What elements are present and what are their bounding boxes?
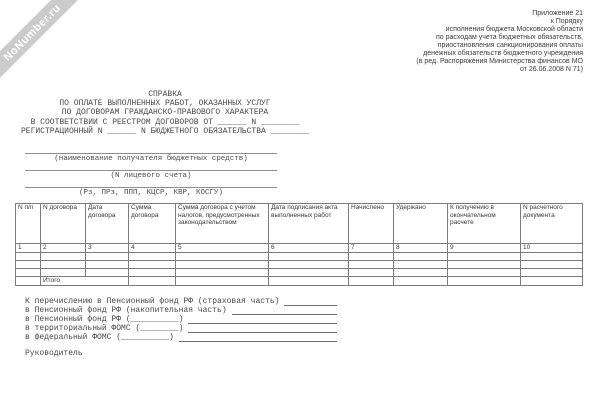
fill-in-line xyxy=(232,306,337,315)
table-column-number-cell: 1 xyxy=(16,244,41,253)
table-empty-cell xyxy=(521,261,583,269)
table-header-cell: Дата договора xyxy=(86,204,129,244)
transfer-row xyxy=(25,297,337,306)
table-empty-cell xyxy=(16,261,41,269)
appendix-line: от 26.06.2008 N 71) xyxy=(520,66,583,73)
table-empty-cell xyxy=(16,253,41,261)
recipient-field xyxy=(25,187,277,197)
appendix-line: приостановления санкционирования оплаты xyxy=(437,42,583,49)
table-header-cell: N договора xyxy=(41,204,86,244)
appendix-line: по расходам учета бюджетных обязательств, xyxy=(435,34,583,41)
field-caption: (наименование получателя бюджетных средств) xyxy=(54,155,248,163)
appendix-line: денежных обязательств бюджетного учреждения xyxy=(423,50,583,57)
appendix-line: (в ред. Распоряжения Министерства финансов МО xyxy=(416,58,583,65)
table-empty-cell xyxy=(86,253,129,261)
table-column-number-cell: 2 xyxy=(41,244,86,253)
table-empty-cell xyxy=(86,261,129,269)
transfer-row xyxy=(25,306,337,315)
appendix-line: исполнения бюджета Московской области xyxy=(445,26,583,33)
table-empty-cell xyxy=(448,269,521,277)
table-column-number-cell: 8 xyxy=(394,244,448,253)
table-total-cell xyxy=(349,277,394,286)
table-empty-cell xyxy=(349,253,394,261)
table-empty-cell xyxy=(41,269,86,277)
table-empty-cell xyxy=(129,261,176,269)
table-total-cell xyxy=(394,277,448,286)
table-column-number-cell: 3 xyxy=(86,244,129,253)
table-column-number-cell: 4 xyxy=(129,244,176,253)
fill-in-line xyxy=(284,297,337,306)
signature-label: Руководитель xyxy=(25,349,83,358)
transfer-label: в территориальный ФОМС (________) xyxy=(25,324,184,333)
table-empty-cell xyxy=(176,261,269,269)
table-total-row xyxy=(16,277,583,286)
fill-in-line xyxy=(25,170,277,171)
table-empty-cell xyxy=(349,269,394,277)
table-empty-cell xyxy=(521,253,583,261)
table-empty-row xyxy=(16,269,583,277)
table-header-cell: Начислено xyxy=(349,204,394,244)
table-empty-cell xyxy=(41,261,86,269)
table-empty-cell xyxy=(41,253,86,261)
table-empty-cell xyxy=(521,269,583,277)
table-column-number-cell: 5 xyxy=(176,244,269,253)
total-label-cell: Итого xyxy=(41,277,129,286)
table-empty-cell xyxy=(269,261,349,269)
table-header-cell: Сумма договора xyxy=(129,204,176,244)
table-column-number-row xyxy=(16,244,583,253)
table-column-number-cell: 9 xyxy=(448,244,521,253)
fill-in-line xyxy=(179,333,337,342)
transfer-row xyxy=(25,315,337,324)
table-total-cell xyxy=(16,277,41,286)
table-total-cell xyxy=(448,277,521,286)
table-empty-row xyxy=(16,261,583,269)
transfer-lines xyxy=(25,297,337,342)
table-total-cell xyxy=(129,277,176,286)
recipient-field xyxy=(25,153,277,163)
table-header-cell: N расчетного документа xyxy=(521,204,583,244)
document-title xyxy=(8,90,322,136)
table-empty-cell xyxy=(394,253,448,261)
table-total-cell xyxy=(269,277,349,286)
table-empty-cell xyxy=(129,269,176,277)
table-empty-cell xyxy=(176,253,269,261)
recipient-fields xyxy=(25,150,277,204)
title-line: ПО ОПЛАТЕ ВЫПОЛНЕННЫХ РАБОТ, ОКАЗАННЫХ УСЛУГ xyxy=(59,99,271,109)
table-empty-cell xyxy=(86,269,129,277)
table-header-row xyxy=(16,204,583,244)
field-caption: (N лицевого счета) xyxy=(110,172,192,180)
table-column-number-cell: 6 xyxy=(269,244,349,253)
transfer-label: в Пенсионный фонд РФ (__________) xyxy=(25,315,184,324)
watermark-text: NoNumber.ru xyxy=(1,1,63,64)
table-empty-cell xyxy=(448,261,521,269)
table-header-cell: Удержано xyxy=(394,204,448,244)
transfer-label: в федеральный ФОМС (__________) xyxy=(25,333,174,342)
table-column-number-cell: 7 xyxy=(349,244,394,253)
title-line: СПРАВКА xyxy=(148,90,182,99)
payments-table xyxy=(15,203,583,286)
table-empty-cell xyxy=(176,269,269,277)
transfer-label: в Пенсионный фонд РФ (накопительная часть) xyxy=(25,306,227,315)
table-empty-row xyxy=(16,253,583,261)
table-empty-cell xyxy=(349,261,394,269)
table-empty-cell xyxy=(394,261,448,269)
table-header-cell: К получению в окончательном расчете xyxy=(448,204,521,244)
table-total-cell xyxy=(521,277,583,286)
table-column-number-cell: 10 xyxy=(521,244,583,253)
table-header-cell: Сумма договора с учетом налогов, предусмотренных законодательством xyxy=(176,204,269,244)
title-line: В СООТВЕТСТВИИ С РЕЕСТРОМ ДОГОВОРОВ ОТ ______ N ________ xyxy=(30,117,300,127)
transfer-row xyxy=(25,333,337,342)
fill-in-line xyxy=(25,153,277,154)
transfer-label: К перечислению в Пенсионный фонд РФ (страховая часть) xyxy=(25,297,280,306)
fill-in-line xyxy=(25,187,277,188)
fill-in-line xyxy=(188,324,337,333)
table-empty-cell xyxy=(394,269,448,277)
watermark-ribbon xyxy=(0,0,85,86)
appendix-line: к Порядку xyxy=(550,18,583,25)
title-line: РЕГИСТРАЦИОННЫЙ N ______ N БЮДЖЕТНОГО ОБЯЗАТЕЛЬСТВА ________ xyxy=(20,126,310,136)
table-header-cell: N п/п xyxy=(16,204,41,244)
table-total-cell xyxy=(176,277,269,286)
table-empty-cell xyxy=(269,253,349,261)
table-empty-cell xyxy=(448,253,521,261)
table-empty-cell xyxy=(16,269,41,277)
table-empty-cell xyxy=(269,269,349,277)
title-line: ПО ДОГОВОРАМ ГРАЖДАНСКО-ПРАВОВОГО ХАРАКТЕРА xyxy=(61,108,269,118)
field-caption: (Рз, ПРз, ППП, КЦСР, КВР, КОСГУ) xyxy=(78,189,224,197)
table-empty-cell xyxy=(129,253,176,261)
appendix-note xyxy=(283,10,583,74)
appendix-line: Приложение 21 xyxy=(532,10,583,17)
transfer-row xyxy=(25,324,337,333)
table-header-cell: Дата подписания акта выполненных работ xyxy=(269,204,349,244)
fill-in-line xyxy=(188,315,337,324)
recipient-field xyxy=(25,170,277,180)
